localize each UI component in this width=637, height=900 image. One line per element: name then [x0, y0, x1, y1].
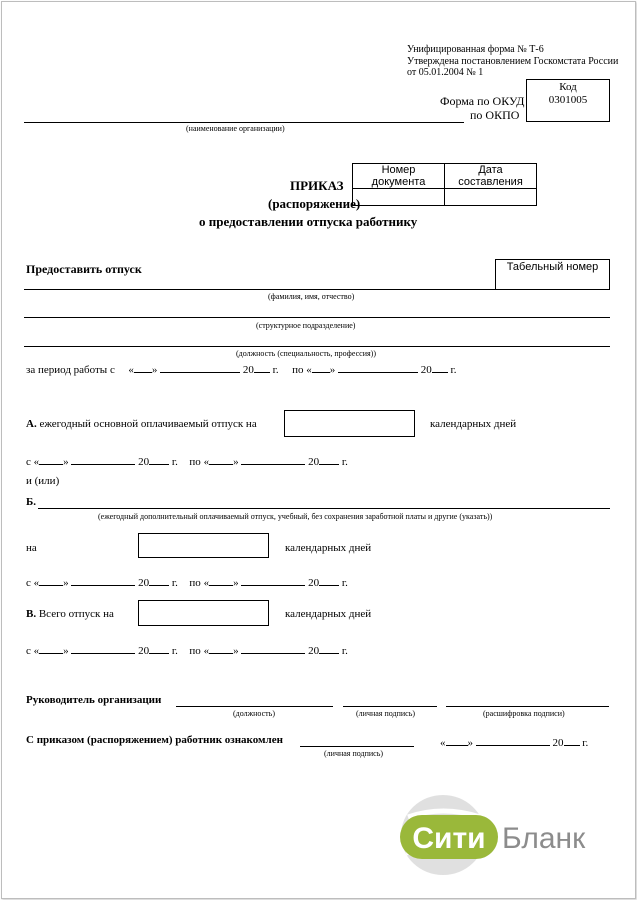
ack-month[interactable] [476, 734, 550, 746]
a-from-day[interactable] [39, 453, 63, 465]
section-v-dates-row: с « » 20 г. по « » 20 г. [26, 642, 348, 657]
head-position-line[interactable] [176, 706, 333, 707]
period-to-month[interactable] [338, 361, 418, 373]
v-to-year[interactable] [319, 642, 339, 654]
position-caption: (должность (специальность, профессия)) [236, 349, 376, 358]
period-from-month[interactable] [160, 361, 240, 373]
okpo-value-field[interactable] [526, 107, 610, 122]
employee-signature-caption: (личная подпись) [324, 749, 384, 758]
position-line[interactable] [24, 346, 610, 347]
logo-text-part2: Бланк [502, 822, 586, 855]
doc-number-header: Номер документа [353, 164, 445, 189]
department-line[interactable] [24, 317, 610, 318]
okud-label: Форма по ОКУД [440, 94, 525, 108]
year-suffix: г. [450, 364, 457, 376]
form-name: Унифицированная форма № Т-6 [407, 44, 544, 55]
section-b-caption: (ежегодный дополнительный оплачиваемый отпуск, учебный, без сохранения заработной платы и другие (указать)) [98, 512, 493, 521]
work-period-label: за период работы с [26, 364, 115, 376]
section-b-days-label: календарных дней [285, 542, 372, 554]
period-to-day[interactable] [312, 361, 330, 373]
section-a-dates-row: с « » 20 г. по « » 20 г. [26, 453, 348, 468]
title-disposition: (распоряжение) [268, 196, 361, 211]
b-from-year[interactable] [149, 574, 169, 586]
form-approval: Утверждена постановлением Госкомстата России [407, 56, 619, 67]
okud-value: 0301005 [526, 93, 610, 108]
section-b-dates-row: с « » 20 г. по « » 20 г. [26, 574, 348, 589]
ack-year[interactable] [564, 734, 580, 746]
close-quote: » [329, 364, 336, 376]
b-from-day[interactable] [39, 574, 63, 586]
a-to-day[interactable] [209, 453, 233, 465]
close-quote: » [151, 364, 158, 376]
organization-caption: (наименование организации) [186, 124, 285, 133]
section-v-days-field[interactable] [138, 600, 269, 626]
tab-number-header: Табельный номер [495, 259, 610, 276]
year-prefix: 20 [242, 364, 254, 376]
okpo-label: по ОКПО [470, 108, 520, 122]
period-from-year[interactable] [254, 361, 270, 373]
v-from-year[interactable] [149, 642, 169, 654]
v-to-day[interactable] [209, 642, 233, 654]
code-header: Код [526, 79, 610, 95]
title-order: ПРИКАЗ [290, 178, 344, 193]
organization-line[interactable] [24, 122, 464, 123]
b-to-year[interactable] [319, 574, 339, 586]
period-from-day[interactable] [134, 361, 152, 373]
section-v-days-label: календарных дней [285, 608, 372, 620]
title-subject: о предоставлении отпуска работнику [199, 214, 418, 229]
fio-caption: (фамилия, имя, отчество) [268, 292, 355, 301]
citiblank-logo [398, 787, 628, 877]
acquainted-date-row: « » 20 г. [440, 734, 588, 749]
section-b-days-field[interactable] [138, 533, 269, 558]
tab-number-field[interactable] [495, 275, 610, 290]
head-decoding-line[interactable] [446, 706, 609, 707]
form-approval-date: от 05.01.2004 № 1 [407, 67, 484, 78]
head-signature-caption: (личная подпись) [356, 709, 416, 718]
head-label: Руководитель организации [26, 694, 162, 706]
a-from-year[interactable] [149, 453, 169, 465]
section-a-days-label: календарных дней [430, 418, 517, 430]
b-from-month[interactable] [71, 574, 135, 586]
ack-day[interactable] [446, 734, 468, 746]
head-decoding-caption: (расшифровка подписи) [483, 709, 565, 718]
section-a-days-field[interactable] [284, 410, 415, 437]
b-to-month[interactable] [241, 574, 305, 586]
year-suffix: г. [272, 364, 279, 376]
v-to-month[interactable] [241, 642, 305, 654]
section-v-label: В. Всего отпуск на [26, 608, 114, 620]
fio-line[interactable] [24, 289, 495, 290]
period-to-year[interactable] [432, 361, 448, 373]
open-quote: « [128, 364, 134, 376]
v-from-month[interactable] [71, 642, 135, 654]
v-from-day[interactable] [39, 642, 63, 654]
doc-date-header: Дата составления [445, 164, 537, 189]
a-from-month[interactable] [71, 453, 135, 465]
b-to-day[interactable] [209, 574, 233, 586]
acquainted-label: С приказом (распоряжением) работник ознакомлен [26, 734, 283, 746]
logo-text-part1: Сити [412, 822, 486, 855]
section-b-type-line[interactable] [38, 508, 610, 509]
open-quote: « [306, 364, 312, 376]
year-prefix: 20 [420, 364, 432, 376]
head-position-caption: (должность) [233, 709, 275, 718]
page-border [1, 1, 636, 899]
and-or-label: и (или) [26, 475, 60, 487]
head-signature-line[interactable] [343, 706, 437, 707]
doc-date-field[interactable] [445, 189, 537, 206]
grant-leave-label: Предоставить отпуск [26, 262, 142, 276]
section-b-on: на [26, 542, 37, 554]
section-a-label: А. ежегодный основной оплачиваемый отпуск на [26, 418, 257, 430]
department-caption: (структурное подразделение) [256, 321, 356, 330]
section-b-label: Б. [26, 496, 37, 508]
doc-number-field[interactable] [353, 189, 445, 206]
work-period-row [26, 361, 457, 376]
a-to-year[interactable] [319, 453, 339, 465]
to-label: по [292, 364, 304, 376]
employee-signature-line[interactable] [300, 746, 414, 747]
a-to-month[interactable] [241, 453, 305, 465]
doc-number-table [352, 163, 537, 206]
